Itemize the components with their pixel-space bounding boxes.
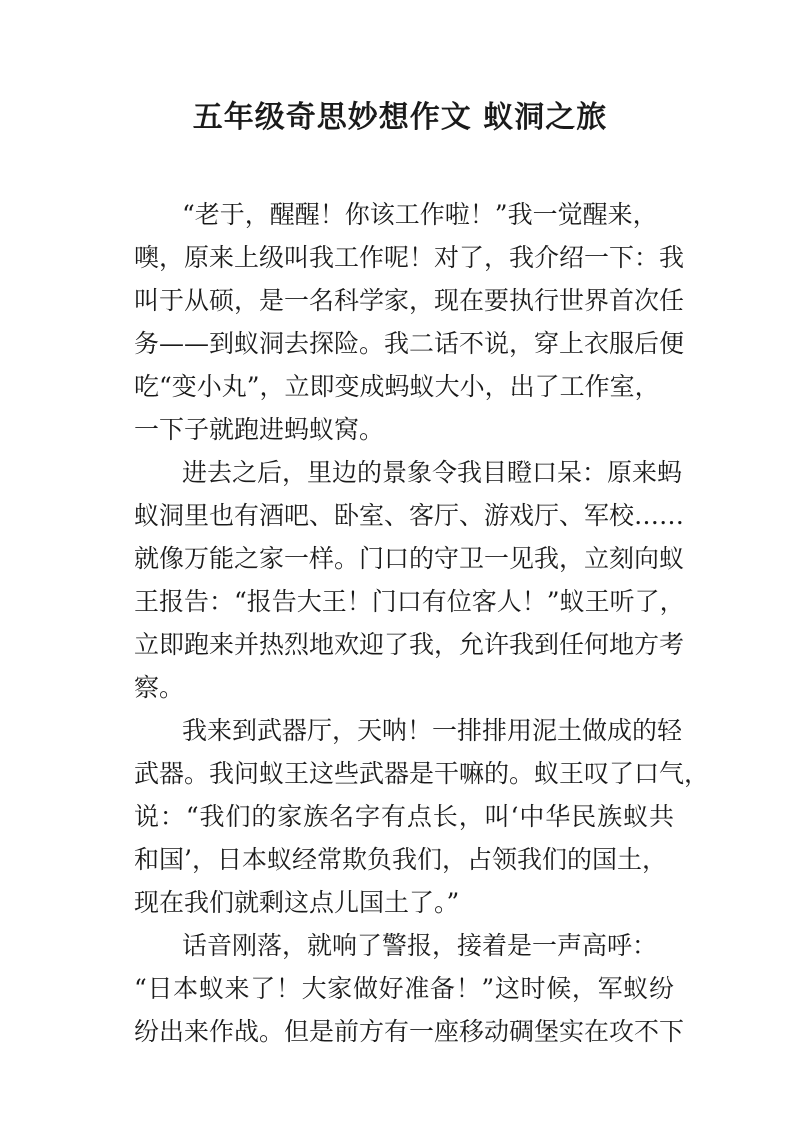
text-line: 叫于从硕，是一名科学家，现在要执行世界首次任	[134, 286, 685, 315]
text-line: 现在我们就剩这点儿国土了。”	[134, 888, 460, 917]
text-line: 一下子就跑进蚂蚁窝。	[134, 415, 385, 444]
text-line: 和国’，日本蚁经常欺负我们，占领我们的国土，	[134, 845, 667, 874]
text-line: 就像万能之家一样。门口的守卫一见我，立刻向蚁	[134, 544, 685, 573]
text-line: 蚁洞里也有酒吧、卧室、客厅、游戏厅、军校……	[134, 501, 685, 530]
text-line: 武器。我问蚁王这些武器是干嘛的。蚁王叹了口气，	[134, 759, 710, 788]
text-line: 王报告：“报告大王！门口有位客人！”蚁王听了，	[134, 587, 685, 616]
text-line: 察。	[134, 673, 185, 702]
text-line: 纷出来作战。但是前方有一座移动碉堡实在攻不下	[134, 1017, 685, 1046]
text-line: 噢，原来上级叫我工作呢！对了，我介绍一下：我	[134, 243, 685, 272]
text-line: 我来到武器厅，天呐！一排排用泥土做成的轻	[182, 716, 683, 745]
text-line: “老于，醒醒！你该工作啦！”我一觉醒来，	[182, 200, 658, 229]
text-line: 话音刚落，就响了警报，接着是一声高呼：	[182, 931, 658, 960]
text-line: “日本蚁来了！大家做好准备！”这时候，军蚁纷	[134, 974, 674, 1003]
text-line: 立即跑来并热烈地欢迎了我，允许我到任何地方考	[134, 630, 685, 659]
document-title: 五年级奇思妙想作文 蚁洞之旅	[192, 100, 608, 135]
text-line: 进去之后，里边的景象令我目瞪口呆：原来蚂	[182, 458, 683, 487]
text-line: 说：“我们的家族名字有点长，叫‘中华民族蚁共	[134, 802, 674, 831]
text-line: 务——到蚁洞去探险。我二话不说，穿上衣服后便	[134, 329, 685, 358]
text-line: 吃“变小丸”，立即变成蚂蚁大小，出了工作室，	[134, 372, 660, 401]
